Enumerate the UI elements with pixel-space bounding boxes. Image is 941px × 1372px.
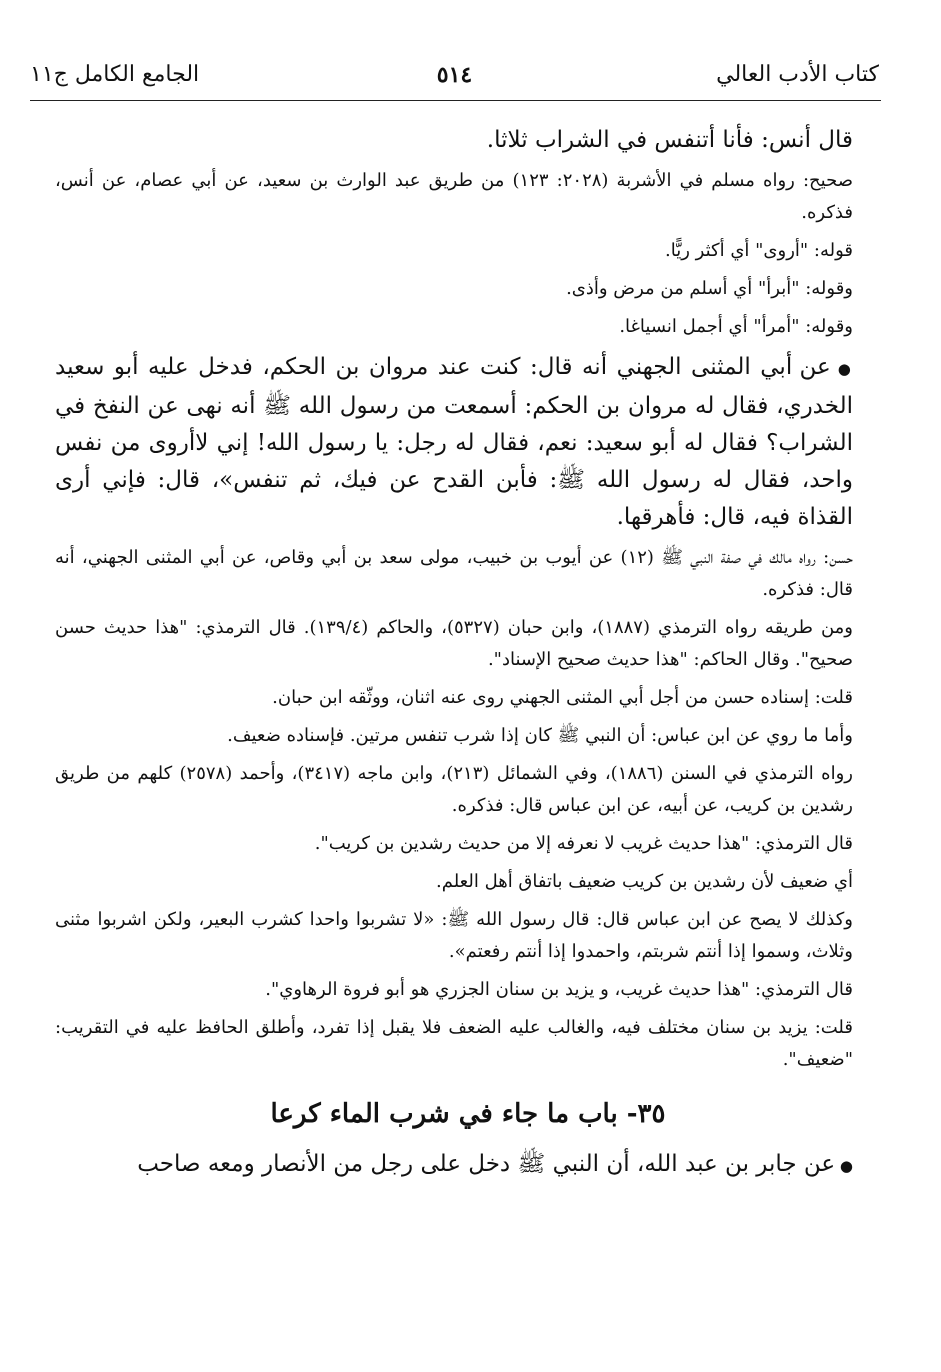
chapter-heading bbox=[55, 1094, 881, 1134]
header-rule bbox=[30, 100, 881, 101]
commentary-paragraph bbox=[55, 235, 881, 267]
commentary-paragraph bbox=[55, 612, 881, 676]
paragraph-text: حسن: رواه مالك في صفة النبي ﷺ (١٢) عن أيوب بن خبيب، مولى سعد بن أبي وقاص، عن أبي المثنى الجهني، أنه قال: فذكره. bbox=[55, 547, 854, 600]
commentary-paragraph bbox=[55, 828, 881, 860]
paragraph-text: قلت: إسناده حسن من أجل أبي المثنى الجهني روى عنه اثنان، ووثّقه ابن حبان. bbox=[272, 687, 853, 708]
paragraph-text: وقوله: "أمرأ" أي أجمل انسياغا. bbox=[619, 316, 853, 337]
paragraph-text: وأما ما روي عن ابن عباس: أن النبي ﷺ كان إذا شرب تنفس مرتين. فإسناده ضعيف. bbox=[227, 725, 853, 746]
bullet-icon: ● bbox=[830, 360, 854, 378]
paragraph-text: قال أنس: فأنا أتنفس في الشراب ثلاثا. bbox=[486, 127, 853, 153]
page-body bbox=[55, 122, 881, 1191]
paragraph-text: وكذلك لا يصح عن ابن عباس قال: قال رسول الله ﷺ: «لا تشربوا واحدا كشرب البعير، ولكن اشربوا مثنى وثلاث، وسموا إذا أنتم شربتم، واحمدوا إذا أنتم رفعتم». bbox=[55, 909, 853, 962]
paragraph-text: عن جابر بن عبد الله، أن النبي ﷺ دخل على رجل من الأنصار ومعه صاحب bbox=[137, 1151, 836, 1177]
book-title: كتاب الأدب العالي bbox=[716, 62, 879, 87]
paragraph-text: وقوله: "أبرأ" أي أسلم من مرض وأذى. bbox=[566, 278, 853, 299]
hadith-paragraph bbox=[55, 1146, 881, 1185]
paragraph-text: قال الترمذي: "هذا حديث غريب لا نعرفه إلا من حديث رشدين بن كريب". bbox=[314, 833, 853, 854]
hadith-paragraph bbox=[55, 122, 881, 159]
paragraph-text: رواه الترمذي في السنن (١٨٨٦)، وفي الشمائل (٢١٣)، وابن ماجه (٣٤١٧)، وأحمد (٢٥٧٨) كلهم من طريق رشدين بن كريب، عن أبيه، عن ابن عباس قال: فذكره. bbox=[55, 763, 853, 816]
paragraph-text: ومن طريقه رواه الترمذي (١٨٨٧)، وابن حبان (٥٣٢٧)، والحاكم (١٣٩/٤). قال الترمذي: "هذا حديث حسن صحيح". وقال الحاكم: "هذا حديث صحيح الإسناد". bbox=[55, 617, 854, 670]
commentary-paragraph bbox=[55, 866, 881, 898]
paragraph-text: أي ضعيف لأن رشدين بن كريب ضعيف باتفاق أهل العلم. bbox=[436, 871, 853, 892]
commentary-paragraph bbox=[55, 1012, 881, 1076]
commentary-paragraph bbox=[55, 904, 881, 968]
commentary-paragraph bbox=[55, 720, 881, 752]
paragraph-text: قلت: يزيد بن سنان مختلف فيه، والغالب عليه الضعف فلا يقبل إذا تفرد، وأطلق الحافظ عليه في التقريب: "ضعيف". bbox=[55, 1017, 853, 1070]
page-header bbox=[30, 58, 879, 98]
commentary-paragraph bbox=[55, 311, 881, 343]
bullet-icon: ● bbox=[835, 1157, 853, 1175]
commentary-paragraph bbox=[55, 542, 881, 606]
commentary-paragraph bbox=[55, 273, 881, 305]
commentary-paragraph bbox=[55, 758, 881, 822]
commentary-paragraph bbox=[55, 682, 881, 714]
paragraph-text: ٣٥- باب ما جاء في شرب الماء كرعا bbox=[270, 1099, 666, 1129]
volume-title: الجامع الكامل ج١١ bbox=[30, 62, 200, 87]
commentary-paragraph bbox=[55, 974, 881, 1006]
hadith-paragraph bbox=[55, 349, 881, 536]
page-number: ٥١٤ bbox=[436, 62, 473, 88]
paragraph-text: قال الترمذي: "هذا حديث غريب، و يزيد بن سنان الجزري هو أبو فروة الرهاوي". bbox=[265, 979, 853, 1000]
commentary-paragraph bbox=[55, 165, 881, 229]
paragraph-text: صحيح: رواه مسلم في الأشربة (٢٠٢٨: ١٢٣) من طريق عبد الوارث بن سعيد، عن أبي عصام، عن أنس، فذكره. bbox=[55, 170, 854, 223]
paragraph-text: عن أبي المثنى الجهني أنه قال: كنت عند مروان بن الحكم، فدخل عليه أبو سعيد الخدري، فقال له مروان بن الحكم: أسمعت من رسول الله ﷺ أنه نهى عن النفخ في الشراب؟ فقال له أبو سعيد: نعم، فقال له رجل: يا رسول الله! إني لاأروى من نفس واحد، فقال له رسول الله ﷺ: فأبن القدح عن فيك، ثم تنفس»، قال: فإني أرى القذاة فيه، قال: فأهرقها. bbox=[55, 354, 853, 530]
paragraph-text: قوله: "أروى" أي أكثر ريًّا. bbox=[665, 240, 853, 261]
